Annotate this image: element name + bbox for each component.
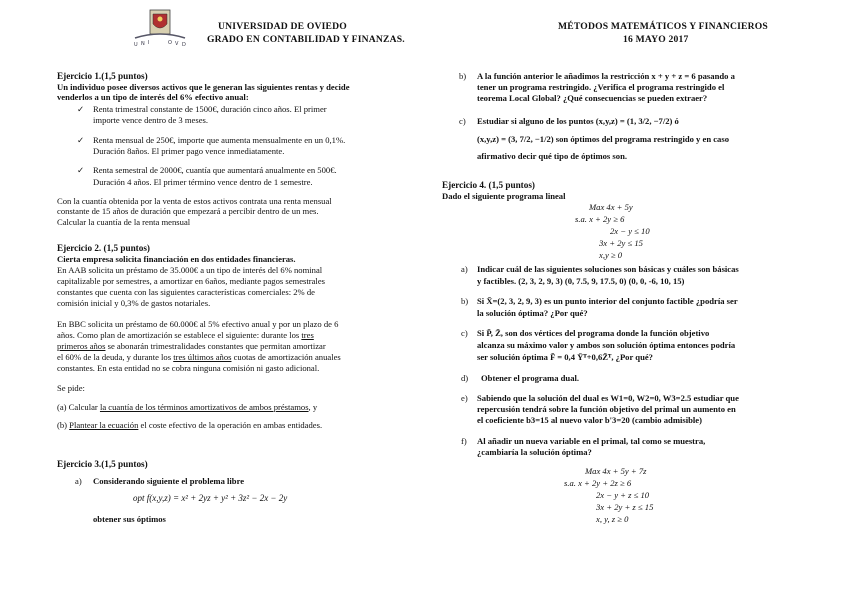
- ex4-program-2: Max 4x + 5y + 7z: [585, 466, 647, 476]
- svg-text:U: U: [134, 42, 138, 48]
- ex3-b-text: A la función anterior le añadimos la restricción x + y + z = 6 pasando a: [477, 71, 735, 81]
- ex4-intro: Dado el siguiente programa lineal: [442, 191, 566, 201]
- ex4-e-text: Sabiendo que la solución del dual es W1=0, W2=0, W3=2.5 estudiar que: [477, 393, 739, 403]
- university-seal: [131, 8, 189, 50]
- ex4-f-label: f): [461, 436, 467, 446]
- ex4-title: Ejercicio 4. (1,5 puntos): [442, 180, 535, 190]
- ex4-program: s.a. x + 2y ≥ 6: [575, 214, 625, 224]
- ex4-a-text: Indicar cuál de las siguientes soluciones son básicas y cuáles son básicas: [477, 264, 739, 274]
- ex2-question-a: (a) Calcular la cuantía de los términos amortizativos de ambos préstamos, y: [57, 402, 318, 412]
- ex4-c-text: alcanza su máximo valor y ambos son solución óptima entonces podría: [477, 340, 736, 350]
- ex3-c-text: Estudiar si alguno de los puntos (x,y,z) = (1, 3/2, −7/2) ó: [477, 116, 679, 126]
- ex2-p2: constantes. En esta entidad no se cobra ninguna comisión ni gasto adicional.: [57, 363, 320, 373]
- ex2-question-b: (b) Plantear la ecuación el coste efectivo de la operación en ambas entidades.: [57, 420, 323, 430]
- ex4-f-text: Al añadir un nueva variable en el primal, tal como se muestra,: [477, 436, 706, 446]
- ex4-c-label: c): [461, 328, 468, 338]
- ex2-p1: capitalizable por semestres, a amortizar en 6años, mediante pagos semestrales: [57, 276, 325, 286]
- ex4-e-label: e): [461, 393, 468, 403]
- ex4-e-text: el coeficiente b3=15 al nuevo valor b'3=20 (cambio admisible): [477, 415, 702, 425]
- ex3-b-label: b): [459, 71, 467, 81]
- ex4-b-label: b): [461, 296, 469, 306]
- check-icon: ✓: [77, 165, 85, 175]
- ex2-p2: En BBC solicita un préstamo de 60.000€ al 5% efectivo anual y por un plazo de 6: [57, 319, 339, 329]
- ex1-outro: constante de 15 años de duración que empezará a percibir dentro de un mes.: [57, 206, 319, 216]
- ex3-a-formula: opt f(x,y,z) = x² + 2yz + y² + 3z² − 2x − 2y: [133, 493, 288, 503]
- ex2-title: Ejercicio 2. (1,5 puntos): [57, 243, 150, 253]
- ex4-d-text: Obtener el programa dual.: [481, 373, 580, 383]
- ex4-program-2: 2x − y + z ≤ 10: [596, 490, 650, 500]
- ex2-p2: primeros años se abonarán trimestralidades constantes que permitan amortizar: [57, 341, 326, 351]
- ex2-p1: En AAB solicita un préstamo de 35.000€ a un tipo de interés del 6% nominal: [57, 265, 323, 275]
- ex4-d-label: d): [461, 373, 469, 383]
- ex4-a-text: y factibles. (2, 3, 2, 9, 3) (0, 7.5, 9, 17.5, 0) (0, 0, -6, 10, 15): [477, 276, 685, 286]
- svg-text:I: I: [148, 40, 150, 46]
- ex1-title: Ejercicio 1.(1,5 puntos): [57, 71, 148, 81]
- ex3-c-label: c): [459, 116, 466, 126]
- ex1-item-1: importe vence dentro de 3 meses.: [93, 115, 209, 125]
- ex3-title: Ejercicio 3.(1,5 puntos): [57, 459, 148, 469]
- ex3-a-after: obtener sus óptimos: [93, 514, 166, 524]
- check-icon: ✓: [77, 135, 85, 145]
- ex3-b-text: tener un programa restringido. ¿Verifica el programa restringido el: [477, 82, 725, 92]
- subject-name: MÉTODOS MATEMÁTICOS Y FINANCIEROS: [558, 21, 768, 32]
- ex4-program-2: x, y, z ≥ 0: [596, 514, 629, 524]
- ex2-p1: constantes que cuenta con las siguientes características comerciales: 2% de: [57, 287, 315, 297]
- ex4-c-text: Si P̄, Z̄, son dos vértices del programa donde la función objetivo: [477, 328, 710, 338]
- ex3-c-text: afirmativo decir qué tipo de óptimos son.: [477, 151, 627, 161]
- ex4-program-2: s.a. x + 2y + 2z ≥ 6: [564, 478, 632, 488]
- ex1-item-3: Renta semestral de 2000€, cuantía que aumentará anualmente en 500€.: [93, 165, 337, 175]
- ex3-b-text: teorema Local Global? ¿Qué consecuencias se pueden extraer?: [477, 93, 708, 103]
- ex1-item-2: Duración 8años. El primer pago vence inmediatamente.: [93, 146, 285, 156]
- svg-text:D: D: [182, 42, 186, 48]
- svg-text:V: V: [175, 41, 179, 47]
- svg-text:N: N: [141, 41, 145, 47]
- ex4-b-text: Si X̄=(2, 3, 2, 9, 3) es un punto interior del conjunto factible ¿podría ser: [477, 296, 738, 306]
- ex3-a-text: Considerando siguiente el problema libre: [93, 476, 245, 486]
- ex4-program: Max 4x + 5y: [589, 202, 633, 212]
- ex1-item-1: Renta trimestral constante de 1500€, duración cinco años. El primer: [93, 104, 327, 114]
- ex4-e-text: repercusión tendrá sobre la función objetivo del primal un aumento en: [477, 404, 736, 414]
- exam-date: 16 MAYO 2017: [623, 34, 689, 45]
- ex4-program-2: 3x + 2y + z ≤ 15: [596, 502, 654, 512]
- ex2-p2: años. Como plan de amortización se establece el siguiente: durante los tres: [57, 330, 314, 340]
- ex2-p2: el 60% de la deuda, y durante los tres últimos años cuotas de amortización anuales: [57, 352, 341, 362]
- ex1-item-3: Duración 4 años. El primer término vence dentro de 1 semestre.: [93, 177, 313, 187]
- ex1-intro: Un individuo posee diversos activos que le generan las siguientes rentas y decide: [57, 82, 350, 92]
- ex4-program: x,y ≥ 0: [599, 250, 623, 260]
- ex4-program: 2x − y ≤ 10: [610, 226, 650, 236]
- ex1-outro: Con la cuantía obtenida por la venta de estos activos contrata una renta mensual: [57, 196, 332, 206]
- ex3-c-text: (x,y,z) = (3, 7/2, −1/2) son óptimos del programa restringido y en caso: [477, 134, 730, 144]
- ex4-b-text: la solución óptima? ¿Por qué?: [477, 308, 588, 318]
- ex2-p1: comisión inicial y 0,3% de gastos notariales.: [57, 298, 211, 308]
- ex2-se-pide: Se pide:: [57, 383, 85, 393]
- ex4-program: 3x + 2y ≤ 15: [599, 238, 643, 248]
- ex1-item-2: Renta mensual de 250€, importe que aumenta mensualmente en un 0,1%.: [93, 135, 346, 145]
- ex3-a-label: a): [75, 476, 82, 486]
- svg-text:O: O: [168, 40, 172, 46]
- ex2-p1: Cierta empresa solicita financiación en dos entidades financieras.: [57, 254, 296, 264]
- ex4-a-label: a): [461, 264, 468, 274]
- degree-name: GRADO EN CONTABILIDAD Y FINANZAS.: [207, 34, 405, 45]
- university-name: UNIVERSIDAD DE OVIEDO: [218, 21, 347, 32]
- ex4-f-text: ¿cambiaría la solución óptima?: [477, 447, 592, 457]
- ex1-outro: Calcular la cuantía de la renta mensual: [57, 217, 191, 227]
- ex4-c-text: ser solución óptima F̄ = 0,4 Ȳᵀ+0,6Z̄ᵀ, ¿Por qué?: [477, 352, 653, 362]
- ex1-intro: venderlos a un tipo de interés del 6% efectivo anual:: [57, 92, 249, 102]
- check-icon: ✓: [77, 104, 85, 114]
